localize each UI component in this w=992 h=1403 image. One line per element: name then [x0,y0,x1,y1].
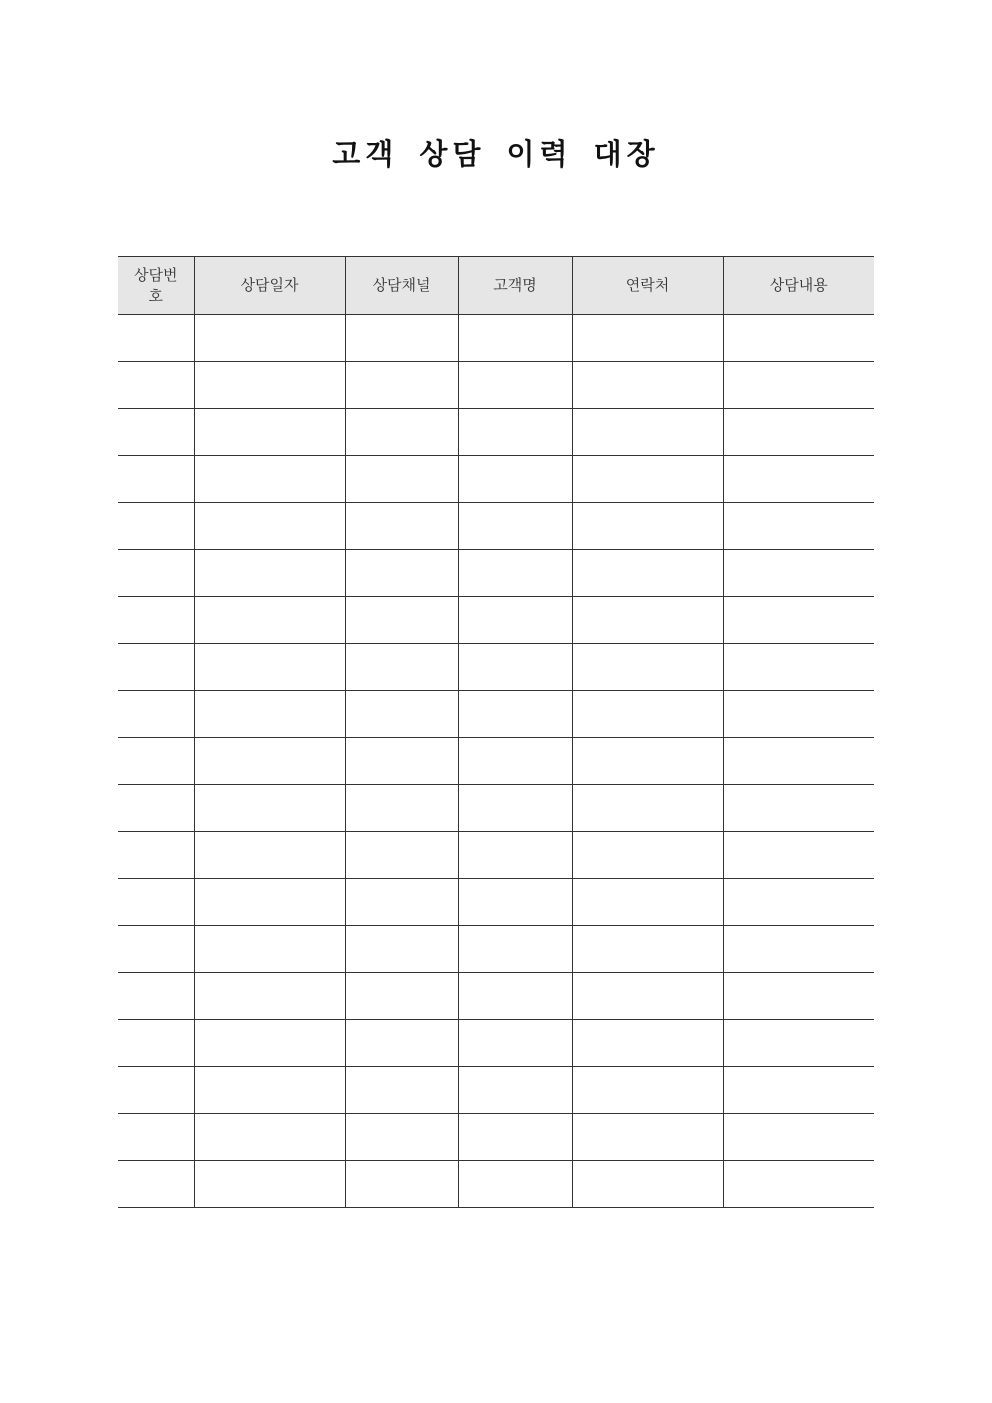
customer-name-cell[interactable] [458,456,572,503]
consult-number-cell[interactable] [118,503,194,550]
consult-date-cell[interactable] [194,550,345,597]
consult-number-cell[interactable] [118,362,194,409]
customer-name-cell[interactable] [458,973,572,1020]
consult-channel-cell[interactable] [345,644,458,691]
consult-content-cell[interactable] [723,832,874,879]
table-header-row [118,257,874,315]
consult-channel-cell[interactable] [345,1067,458,1114]
contact-cell[interactable] [572,1067,723,1114]
consult-content-cell[interactable] [723,973,874,1020]
consult-date-cell[interactable] [194,409,345,456]
consult-date-cell[interactable] [194,456,345,503]
customer-name-cell[interactable] [458,785,572,832]
table-row [118,550,874,597]
consult-number-cell[interactable] [118,597,194,644]
consult-date-cell[interactable] [194,973,345,1020]
consult-content-cell[interactable] [723,1114,874,1161]
consult-channel-cell[interactable] [345,973,458,1020]
table-row [118,832,874,879]
table-row [118,362,874,409]
table-row [118,738,874,785]
consult-channel-cell[interactable] [345,1020,458,1067]
consult-content-cell[interactable] [723,315,874,362]
consult-number-cell[interactable] [118,1020,194,1067]
customer-name-cell[interactable] [458,1067,572,1114]
consult-content-cell[interactable] [723,738,874,785]
customer-name-cell[interactable] [458,409,572,456]
consult-number-cell[interactable] [118,973,194,1020]
consult-number-cell[interactable] [118,691,194,738]
contact-cell[interactable] [572,409,723,456]
customer-name-cell[interactable] [458,550,572,597]
column-header-customer-name [458,257,572,315]
consult-channel-cell[interactable] [345,503,458,550]
consult-date-cell[interactable] [194,1067,345,1114]
customer-name-cell[interactable] [458,738,572,785]
consult-number-cell[interactable] [118,550,194,597]
consult-channel-cell[interactable] [345,738,458,785]
consult-channel-cell[interactable] [345,832,458,879]
consult-channel-cell[interactable] [345,550,458,597]
consult-number-cell[interactable] [118,832,194,879]
contact-cell[interactable] [572,926,723,973]
customer-name-cell[interactable] [458,1161,572,1208]
column-header-label: 연락처 [625,276,670,294]
contact-cell[interactable] [572,503,723,550]
contact-cell[interactable] [572,738,723,785]
contact-cell[interactable] [572,691,723,738]
consult-date-cell[interactable] [194,738,345,785]
consult-channel-cell[interactable] [345,362,458,409]
consult-channel-cell[interactable] [345,456,458,503]
column-header-label: 고객명 [493,276,537,294]
customer-name-cell[interactable] [458,832,572,879]
customer-name-cell[interactable] [458,879,572,926]
column-header-consult-content [723,257,874,315]
table-row [118,409,874,456]
customer-name-cell[interactable] [458,691,572,738]
consult-number-cell[interactable] [118,879,194,926]
table-row [118,926,874,973]
consult-date-cell[interactable] [194,644,345,691]
consult-content-cell[interactable] [723,409,874,456]
table-row [118,1114,874,1161]
consult-channel-cell[interactable] [345,691,458,738]
consult-content-cell[interactable] [723,1020,874,1067]
contact-cell[interactable] [572,456,723,503]
contact-cell[interactable] [572,597,723,644]
consult-channel-cell[interactable] [345,1161,458,1208]
consult-content-cell[interactable] [723,785,874,832]
consult-date-cell[interactable] [194,362,345,409]
consult-date-cell[interactable] [194,597,345,644]
contact-cell[interactable] [572,973,723,1020]
consult-date-cell[interactable] [194,315,345,362]
table-row [118,785,874,832]
consult-content-cell[interactable] [723,362,874,409]
column-header-label: 상담내용 [769,276,828,294]
column-header-consult-number [118,257,194,315]
customer-name-cell[interactable] [458,597,572,644]
consult-date-cell[interactable] [194,879,345,926]
consult-content-cell[interactable] [723,503,874,550]
customer-name-cell[interactable] [458,503,572,550]
table-row [118,1161,874,1208]
table-row [118,691,874,738]
consult-content-cell[interactable] [723,691,874,738]
consult-number-cell[interactable] [118,738,194,785]
contact-cell[interactable] [572,785,723,832]
table-row [118,644,874,691]
consult-date-cell[interactable] [194,1020,345,1067]
contact-cell[interactable] [572,315,723,362]
consult-content-cell[interactable] [723,597,874,644]
consult-number-cell[interactable] [118,1067,194,1114]
consult-channel-cell[interactable] [345,926,458,973]
contact-cell[interactable] [572,879,723,926]
consult-channel-cell[interactable] [345,409,458,456]
table-row [118,456,874,503]
consult-date-cell[interactable] [194,1114,345,1161]
consult-number-cell[interactable] [118,1114,194,1161]
consult-date-cell[interactable] [194,832,345,879]
contact-cell[interactable] [572,832,723,879]
consult-number-cell[interactable] [118,456,194,503]
consult-number-cell[interactable] [118,409,194,456]
consult-date-cell[interactable] [194,785,345,832]
contact-cell[interactable] [572,1020,723,1067]
consult-content-cell[interactable] [723,644,874,691]
contact-cell[interactable] [572,550,723,597]
consult-channel-cell[interactable] [345,879,458,926]
table-row [118,315,874,362]
contact-cell[interactable] [572,644,723,691]
customer-name-cell[interactable] [458,362,572,409]
customer-name-cell[interactable] [458,926,572,973]
customer-name-cell[interactable] [458,1114,572,1161]
consult-content-cell[interactable] [723,1067,874,1114]
contact-cell[interactable] [572,1114,723,1161]
table-row [118,597,874,644]
column-header-consult-date [194,257,345,315]
consult-channel-cell[interactable] [345,785,458,832]
page-title: 고객 상담 이력 대장 [332,137,660,171]
customer-name-cell[interactable] [458,1020,572,1067]
consult-number-cell[interactable] [118,1161,194,1208]
consult-content-cell[interactable] [723,456,874,503]
contact-cell[interactable] [572,1161,723,1208]
table-row [118,973,874,1020]
table-body [118,315,874,1208]
consult-content-cell[interactable] [723,926,874,973]
column-header-label: 상담채널 [372,276,431,294]
consult-number-cell[interactable] [118,926,194,973]
contact-cell[interactable] [572,362,723,409]
table-row [118,879,874,926]
table-row [118,1020,874,1067]
consult-date-cell[interactable] [194,691,345,738]
column-header-consult-channel [345,257,458,315]
consult-number-cell[interactable] [118,644,194,691]
column-header-contact [572,257,723,315]
consultation-ledger-table [118,256,874,1208]
consult-content-cell[interactable] [723,550,874,597]
consult-channel-cell[interactable] [345,315,458,362]
column-header-label: 상담일자 [240,276,299,294]
table-row [118,1067,874,1114]
table-row [118,503,874,550]
consult-number-cell[interactable] [118,315,194,362]
customer-name-cell[interactable] [458,315,572,362]
consult-content-cell[interactable] [723,1161,874,1208]
column-header-label: 상담번호 [134,265,178,305]
consult-date-cell[interactable] [194,1161,345,1208]
consult-channel-cell[interactable] [345,597,458,644]
customer-name-cell[interactable] [458,644,572,691]
consult-date-cell[interactable] [194,926,345,973]
consult-date-cell[interactable] [194,503,345,550]
consult-content-cell[interactable] [723,879,874,926]
consult-number-cell[interactable] [118,785,194,832]
consult-channel-cell[interactable] [345,1114,458,1161]
